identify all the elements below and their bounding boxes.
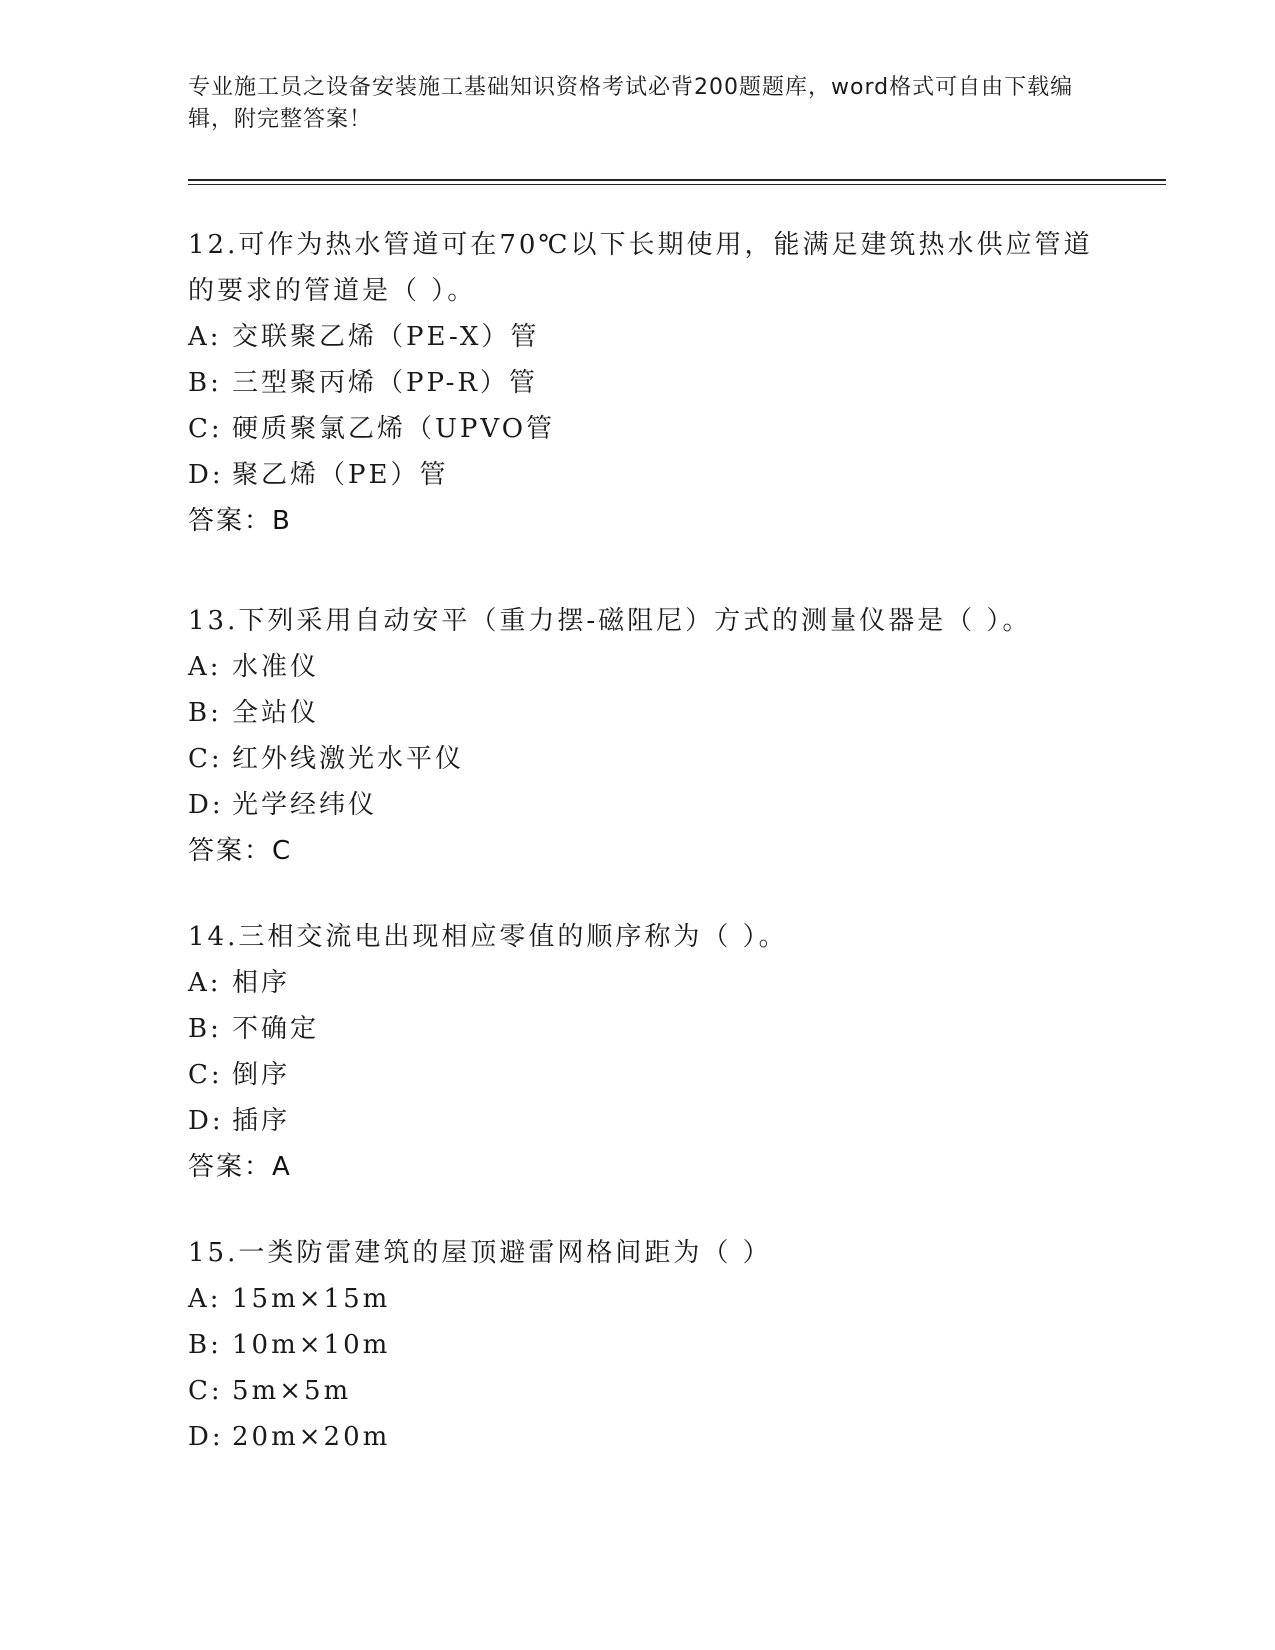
option-letter: D: bbox=[188, 790, 224, 820]
option-letter: D: bbox=[188, 1106, 224, 1136]
option-letter: B: bbox=[188, 368, 222, 398]
option-letter: C: bbox=[188, 744, 223, 774]
option-a bbox=[188, 644, 1108, 690]
option-text: 20m×20m bbox=[232, 1422, 391, 1452]
option-c bbox=[188, 1368, 1108, 1414]
question-stem: 15.一类防雷建筑的屋顶避雷网格间距为（ ） bbox=[188, 1238, 772, 1268]
option-d bbox=[188, 452, 1108, 498]
option-a bbox=[188, 960, 1108, 1006]
option-letter: A: bbox=[188, 322, 222, 352]
header-divider-thin bbox=[188, 184, 1166, 185]
option-letter: A: bbox=[188, 968, 222, 998]
option-text: 交联聚乙烯（PE-X）管 bbox=[232, 322, 540, 352]
option-c bbox=[188, 1052, 1108, 1098]
option-d bbox=[188, 782, 1108, 828]
option-letter: D: bbox=[188, 460, 224, 490]
answer-label: 答案：A bbox=[188, 1152, 292, 1182]
option-text: 10m×10m bbox=[232, 1330, 391, 1360]
question-stem: 14.三相交流电出现相应零值的顺序称为（ ）。 bbox=[188, 922, 788, 952]
option-text: 15m×15m bbox=[232, 1284, 391, 1314]
option-c bbox=[188, 406, 1108, 452]
option-letter: B: bbox=[188, 698, 222, 728]
option-letter: C: bbox=[188, 1376, 223, 1406]
option-letter: A: bbox=[188, 1284, 222, 1314]
option-text: 倒序 bbox=[232, 1060, 291, 1090]
answer-label: 答案：C bbox=[188, 836, 293, 866]
option-letter: A: bbox=[188, 652, 222, 682]
option-letter: C: bbox=[188, 1060, 223, 1090]
option-a bbox=[188, 1276, 1108, 1322]
option-letter: B: bbox=[188, 1014, 222, 1044]
option-text: 相序 bbox=[232, 968, 291, 998]
option-d bbox=[188, 1414, 1108, 1460]
option-text: 不确定 bbox=[232, 1014, 320, 1044]
option-a bbox=[188, 314, 1108, 360]
option-letter: C: bbox=[188, 414, 223, 444]
document-header: 专业施工员之设备安装施工基础知识资格考试必背200题题库，word格式可自由下载编辑，附完整答案！ bbox=[188, 75, 1074, 132]
option-letter: B: bbox=[188, 1330, 222, 1360]
option-b bbox=[188, 1006, 1108, 1052]
option-text: 硬质聚氯乙烯（UPVO管 bbox=[232, 414, 556, 444]
question-13 bbox=[188, 598, 1108, 874]
question-14 bbox=[188, 914, 1108, 1190]
header-divider-thick bbox=[188, 179, 1166, 181]
answer-label: 答案：B bbox=[188, 506, 292, 536]
option-text: 光学经纬仪 bbox=[232, 790, 378, 820]
option-text: 水准仪 bbox=[232, 652, 320, 682]
option-b bbox=[188, 1322, 1108, 1368]
option-b bbox=[188, 360, 1108, 406]
option-text: 三型聚丙烯（PP-R）管 bbox=[232, 368, 538, 398]
option-b bbox=[188, 690, 1108, 736]
question-12 bbox=[188, 222, 1108, 544]
question-stem: 12.可作为热水管道可在70℃以下长期使用，能满足建筑热水供应管道的要求的管道是（ ）。 bbox=[188, 230, 1093, 306]
option-text: 插序 bbox=[232, 1106, 291, 1136]
option-text: 5m×5m bbox=[232, 1376, 352, 1406]
option-c bbox=[188, 736, 1108, 782]
option-letter: D: bbox=[188, 1422, 224, 1452]
question-stem: 13.下列采用自动安平（重力摆-磁阻尼）方式的测量仪器是（ ）。 bbox=[188, 606, 1032, 636]
option-d bbox=[188, 1098, 1108, 1144]
option-text: 全站仪 bbox=[232, 698, 320, 728]
option-text: 聚乙烯（PE）管 bbox=[232, 460, 449, 490]
question-15 bbox=[188, 1230, 1108, 1460]
option-text: 红外线激光水平仪 bbox=[232, 744, 465, 774]
